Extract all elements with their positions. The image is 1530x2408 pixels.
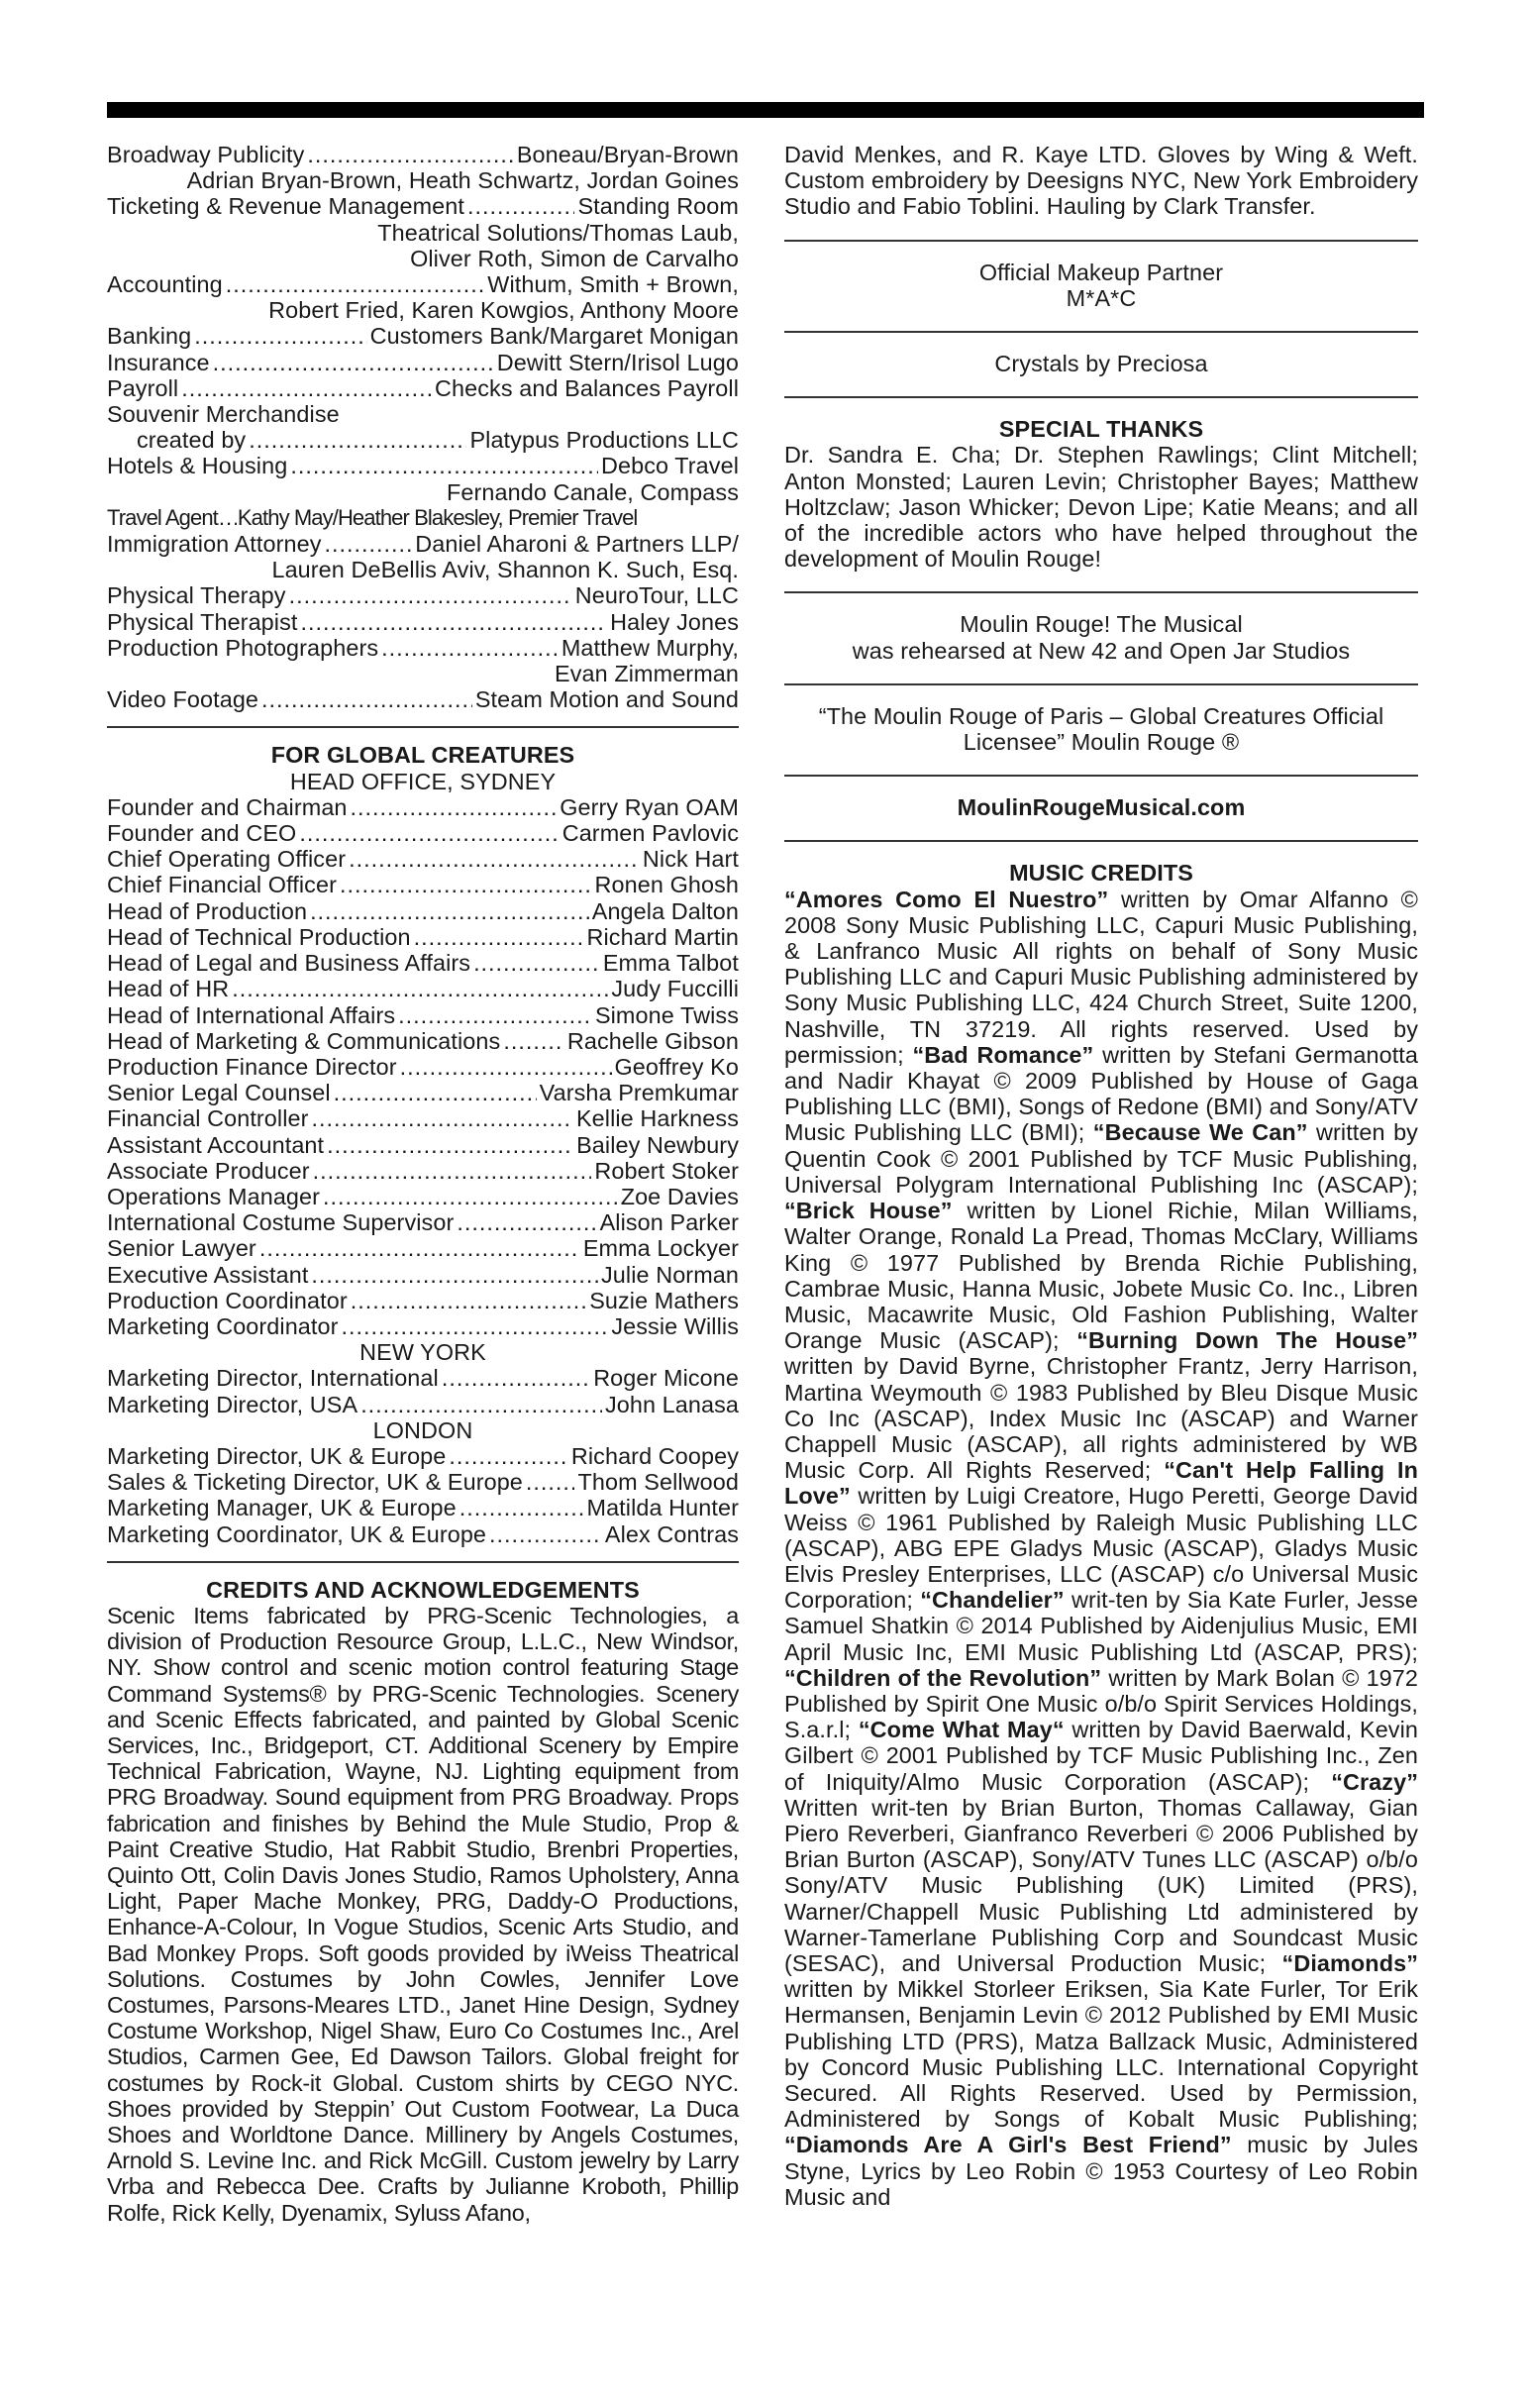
staff-name: Boneau/Bryan-Brown <box>516 142 739 167</box>
left-column <box>107 142 739 2226</box>
song-title: “Burning Down The House” <box>1076 1327 1418 1354</box>
staff-name: Kellie Harkness <box>575 1105 739 1132</box>
staff-row <box>107 1469 739 1495</box>
staff-role: Head of International Affairs <box>107 1001 396 1028</box>
staff-row <box>107 924 739 950</box>
staff-role: Immigration Attorney <box>107 531 322 558</box>
staff-row <box>107 401 739 427</box>
divider <box>784 840 1418 842</box>
staff-name: Judy Fuccilli <box>611 976 739 1002</box>
staff-role: Head of Production <box>107 897 308 924</box>
staff-name: Thom Sellwood <box>577 1469 739 1496</box>
staff-name: Jessie Willis <box>611 1312 739 1339</box>
song-credit-text: written by David Byrne, Christopher Frantz, Jerry Harrison, Martina Weymouth © 1983 Published by Bleu Disque Music Co Inc (ASCAP), Index Music Inc (ASCAP) and Warner Chappell Music (ASCAP), all rights administered by WB Music Corp. All Rights Reserved; <box>784 1353 1418 1484</box>
staff-row <box>107 1521 739 1547</box>
staff-name: Geoffrey Ko <box>614 1053 739 1080</box>
staff-role: Payroll <box>107 374 179 401</box>
staff-role: Travel Agent <box>107 504 218 530</box>
staff-row <box>107 976 739 1001</box>
staff-row <box>107 531 739 557</box>
staff-role: Head of Technical Production <box>107 923 411 950</box>
divider <box>784 591 1418 593</box>
staff-row <box>107 142 739 167</box>
leader-dots <box>334 1080 537 1105</box>
makeup-partner-name: M*A*C <box>1066 284 1137 311</box>
leader-dots <box>351 1288 586 1313</box>
staff-role: Hotels & Housing <box>107 453 288 479</box>
leader-dots <box>261 686 472 712</box>
staff-role: Physical Therapy <box>107 582 286 609</box>
staff-name: Gerry Ryan OAM <box>560 793 739 820</box>
leader-dots <box>249 427 466 453</box>
top-rule <box>107 102 1424 118</box>
leader-dots <box>226 271 485 297</box>
credits-body: Scenic Items fabricated by PRG-Scenic Technologies, a division of Production Resource Group, L.L.C., New Windsor, NY. Show control and scenic motion control featuring Stage Command Systems® by PRG-Scenic Technologies. Scenery and Scenic Effects fabricated, and painted by Global Scenic Services, Inc., Bridgeport, CT. Additional Scenery by Empire Technical Fabrication, Wayne, NJ. Lighting equipment from PRG Broadway. Sound equipment from PRG Broadway. Props fabrication and finishes by Behind the Mule Studio, Prop & Paint Creative Studio, Hat Rabbit Studio, Brenbri Properties, Quinto Ott, Colin Davis Jones Studio, Ramos Upholstery, Anna Light, Paper Mache Monkey, PRG, Daddy-O Productions, Enhance-A-Colour, In Vogue Studios, Scenic Arts Studio, and Bad Monkey Props. Soft goods provided by iWeiss Theatrical Solutions. Costumes by John Cowles, Jennifer Love Costumes, Parsons-Meares LTD., Janet Hine Design, Sydney Costume Workshop, Nigel Shaw, Euro Co Costumes Inc., Arel Studios, Carmen Gee, Ed Dawson Tailors. Global freight for costumes by Rock-it Global. Custom shirts by CEGO NYC. Shoes provided by Steppin’ Out Custom Footwear, La Duca Shoes and Worldtone Dance. Millinery by Angels Costumes, Arnold S. Levine Inc. and Rick McGill. Custom jewelry by Larry Vrba and Rebecca Dee. Crafts by Julianne Kroboth, Phillip Rolfe, Rick Kelly, Dyenamix, Syluss Afano, <box>107 1602 739 2226</box>
leader-dots <box>351 794 558 820</box>
staff-name: Checks and Balances Payroll <box>435 374 739 401</box>
staff-role: Production Coordinator <box>107 1287 348 1313</box>
staff-name: Daniel Aharoni & Partners LLP/ <box>415 531 739 558</box>
leader-dots <box>259 1235 580 1261</box>
staff-name: Ronen Ghosh <box>594 872 739 898</box>
staff-row <box>107 323 739 349</box>
leader-dots <box>489 1521 602 1547</box>
special-thanks-heading: SPECIAL THANKS <box>998 416 1204 443</box>
leader-dots <box>232 976 608 1001</box>
staff-role: Senior Lawyer <box>107 1235 256 1262</box>
staff-row <box>107 453 739 478</box>
leader-dots <box>310 898 589 924</box>
staff-name: Standing Room <box>577 193 739 220</box>
staff-name: Customers Bank/Margaret Monigan <box>369 323 739 350</box>
staff-name: Carmen Pavlovic <box>561 820 739 847</box>
staff-role: Senior Legal Counsel <box>107 1080 331 1106</box>
staff-role: Marketing Director, UK & Europe <box>107 1442 447 1469</box>
leader-dots <box>449 1443 567 1469</box>
staff-name: Julie Norman <box>601 1261 739 1288</box>
song-credit-text: Written writ-ten by Brian Burton, Thomas Callaway, Gian Piero Reverberi, Gianfranco Reverberi © 2006 Published by Brian Burton (ASCAP), Sony/ATV Tunes LLC (ASCAP) o/b/o Sony/ATV Music Publishing (UK) Limited (PRS), Warner/Chappell Music Publishing Ltd administered by Warner-Tamerlane Publishing Corp and Soundcast Music (SESAC), and Universal Production Music; <box>784 1794 1418 1976</box>
staff-name: Withum, Smith + Brown, <box>487 271 739 298</box>
staff-continuation: Robert Fried, Karen Kowgios, Anthony Moore <box>268 297 739 324</box>
leader-dots <box>289 582 572 608</box>
staff-role: Marketing Coordinator <box>107 1312 339 1339</box>
song-title: “Diamonds Are A Girl's Best Friend” <box>784 2132 1232 2158</box>
staff-role: Sales & Ticketing Director, UK & Europe <box>107 1469 523 1496</box>
staff-role: Physical Therapist <box>107 608 298 635</box>
staff-name: Matthew Murphy, <box>561 634 739 661</box>
staff-name: Emma Talbot <box>602 950 739 977</box>
song-title: Amores Como El Nuestro” <box>795 886 1109 912</box>
song-title: “Because We Can” <box>1092 1119 1308 1146</box>
leader-dots <box>194 323 366 349</box>
staff-row <box>107 950 739 976</box>
staff-name: Kathy May/Heather Blakesley, Premier Travel <box>237 504 638 530</box>
credits-continued: David Menkes, and R. Kaye LTD. Gloves by Wing & Weft. Custom embroidery by Deesigns NYC, New York Embroidery Studio and Fabio Toblini. Hauling by Clark Transfer. <box>784 142 1418 220</box>
divider <box>784 240 1418 242</box>
new-york-subheading: NEW YORK <box>359 1339 486 1366</box>
staff-row <box>107 872 739 897</box>
staff-row <box>107 1002 739 1028</box>
staff-role: Head of Marketing & Communications <box>107 1027 501 1054</box>
staff-name: Robert Stoker <box>594 1157 739 1184</box>
licensee-line-2: Licensee” Moulin Rouge ® <box>963 729 1240 756</box>
leader-dots <box>313 1158 592 1184</box>
staff-role: Souvenir Merchandise <box>107 401 340 428</box>
quote-mark: “ <box>784 886 796 912</box>
show-title: Moulin Rouge! <box>950 546 1102 573</box>
staff-role: Executive Assistant <box>107 1261 309 1288</box>
song-title: “Crazy” <box>1331 1768 1418 1795</box>
staff-role: Marketing Director, USA <box>107 1391 358 1417</box>
staff-row <box>107 1158 739 1184</box>
credits-heading: CREDITS AND ACKNOWLEDGEMENTS <box>206 1576 640 1603</box>
staff-row <box>107 846 739 872</box>
london-subheading: LONDON <box>372 1416 473 1443</box>
song-credit-text: written by Stefani Germanotta and Nadir Khayat © 2009 Published by House of Gaga Publishing LLC (BMI), Songs of Redone (BMI) and Sony/ATV Music Publishing LLC (BMI); <box>784 1041 1419 1146</box>
head-office-subheading: HEAD OFFICE, SYDNEY <box>289 768 557 794</box>
staff-row <box>107 1080 739 1105</box>
leader-dots <box>400 1054 612 1080</box>
staff-role: Ticketing & Revenue Management <box>107 193 464 220</box>
staff-name: Matilda Hunter <box>586 1495 739 1521</box>
song-title: “Brick House” <box>784 1198 953 1224</box>
staff-continuation: Evan Zimmerman <box>555 661 739 687</box>
staff-continuation: Adrian Bryan-Brown, Heath Schwartz, Jordan Goines <box>186 167 739 194</box>
leader-dots <box>311 1262 598 1288</box>
leader-dots <box>414 924 584 950</box>
staff-row <box>107 1365 739 1391</box>
staff-name: Rachelle Gibson <box>566 1027 739 1054</box>
staff-name: Dewitt Stern/Irisol Lugo <box>496 349 739 375</box>
staff-row <box>107 1235 739 1261</box>
leader-dots <box>503 1028 564 1054</box>
staff-row <box>107 898 739 924</box>
staff-continuation: Lauren DeBellis Aviv, Shannon K. Such, Esq. <box>271 557 739 583</box>
song-credit-text: written by Mark Bolan © 1972 Published by Spirit One Music o/b/o Spirit Services Holdings, S.a.r.l; <box>784 1664 1418 1743</box>
leader-dots <box>349 846 640 872</box>
leader-dots <box>457 1209 596 1235</box>
staff-row <box>107 582 739 608</box>
staff-role: Production Finance Director <box>107 1053 397 1080</box>
london-staff-list <box>107 1443 739 1547</box>
song-credit-text: music by Jules Styne, Lyrics by Leo Robin © 1953 Courtesy of Leo Robin Music and <box>784 2132 1418 2210</box>
staff-name: Bailey Newbury <box>576 1131 739 1158</box>
divider <box>107 726 739 728</box>
rehearsal-note: was rehearsed at New 42 and Open Jar Studios <box>852 637 1351 664</box>
staff-continuation: Oliver Roth, Simon de Carvalho <box>410 245 739 271</box>
staff-row <box>107 609 739 635</box>
leader-dots <box>342 1313 609 1339</box>
staff-role: created by <box>137 427 247 454</box>
leader-dots <box>181 375 432 401</box>
leader-dots <box>307 142 513 167</box>
staff-name: Suzie Mathers <box>589 1287 739 1313</box>
song-credit-text: writ-ten by Sia Kate Furler, Jesse Samuel Shatkin © 2014 Published by Aidenjulius Music, EMI April Music Inc, EMI Music Publishing Ltd (ASCAP, PRS); <box>784 1587 1418 1665</box>
staff-row <box>107 1313 739 1339</box>
song-credit-text: written by David Baerwald, Kevin Gilbert © 2001 Published by TCF Music Publishing Inc., Zen of Iniquity/Almo Music Corporation (ASCAP); <box>784 1717 1419 1795</box>
special-thanks-body: Dr. Sandra E. Cha; Dr. Stephen Rawlings; Clint Mitchell; Anton Monsted; Lauren Levin; Christopher Bayes; Matthew Holtzclaw; Jason Whicker; Devon Lipe; Katie Means; and all of the incredible actors who have helped throughout the development of Moulin Rouge! <box>784 442 1418 573</box>
divider <box>784 775 1418 777</box>
staff-name: Emma Lockyer <box>582 1235 739 1262</box>
leader-dots <box>312 1105 573 1131</box>
song-title: “Can't Help Falling In Love” <box>784 1457 1418 1510</box>
staff-role: Chief Operating Officer <box>107 846 347 873</box>
leader-dots <box>442 1365 590 1391</box>
staff-continuation: Theatrical Solutions/Thomas Laub, <box>377 219 739 246</box>
staff-role: Operations Manager <box>107 1183 321 1209</box>
staff-row <box>107 820 739 846</box>
licensee-line-1: “The Moulin Rouge of Paris – Global Creatures Official <box>818 702 1384 729</box>
leader-dots <box>360 1392 602 1417</box>
staff-name: Richard Martin <box>586 923 739 950</box>
staff-role: Financial Controller <box>107 1105 309 1132</box>
staff-row <box>107 794 739 820</box>
staff-name: Angela Dalton <box>591 897 739 924</box>
staff-name: Platypus Productions LLC <box>469 427 739 454</box>
staff-row <box>107 1054 739 1080</box>
staff-name: Alison Parker <box>599 1209 739 1236</box>
staff-name: Richard Coopey <box>570 1442 739 1469</box>
song-credit-text: written by Lionel Richie, Milan Williams, Walter Orange, Ronald La Pread, Thomas McClary, Williams King © 1977 Published by Brenda Richie Publishing, Cambrae Music, Hanna Music, Jobete Music Co. Inc., Libren Music, Macawrite Music, Old Fashion Publishing, Walter Orange Music (ASCAP); <box>784 1198 1419 1354</box>
crystals-credit: Crystals by Preciosa <box>994 351 1208 377</box>
staff-name: NeuroTour, LLC <box>574 582 739 609</box>
song-credit-text: written by Omar Alfanno © 2008 Sony Music Publishing LLC, Capuri Music Publishing, & Lanfranco Music All rights on behalf of Sony Music Publishing LLC and Capuri Music Publishing administered by Sony Music Publishing LLC, 424 Church Street, Suite 1200, Nashville, TN 37219. All rights reserved. Used by permission; <box>784 886 1418 1068</box>
staff-role: Assistant Accountant <box>107 1131 325 1158</box>
staff-row <box>107 505 739 531</box>
staff-row <box>107 1028 739 1054</box>
staff-name: Simone Twiss <box>594 1001 739 1028</box>
staff-row <box>107 271 739 297</box>
staff-row <box>107 686 739 712</box>
staff-row <box>107 1443 739 1469</box>
makeup-partner-label: Official Makeup Partner <box>978 259 1224 285</box>
staff-row <box>107 427 739 453</box>
song-title: “Diamonds” <box>1281 1949 1418 1976</box>
staff-role: Founder and CEO <box>107 820 297 847</box>
staff-row <box>107 1392 739 1417</box>
divider <box>784 331 1418 333</box>
staff-row <box>107 1132 739 1158</box>
right-column <box>784 142 1418 2210</box>
song-title: “Children of the Revolution” <box>784 1664 1102 1691</box>
staff-row <box>107 1262 739 1288</box>
rehearsal-show-title: Moulin Rouge! The Musical <box>960 611 1243 638</box>
staff-row <box>107 1184 739 1209</box>
leader-dots <box>213 350 494 375</box>
song-title: “Come What May“ <box>858 1717 1065 1743</box>
staff-role: Head of Legal and Business Affairs <box>107 950 471 977</box>
staff-role: Insurance <box>107 349 210 375</box>
staff-list <box>107 142 739 712</box>
song-title: “Chandelier” <box>920 1587 1065 1614</box>
new-york-staff-list <box>107 1365 739 1416</box>
staff-role: Chief Financial Officer <box>107 872 337 898</box>
staff-role: Associate Producer <box>107 1157 310 1184</box>
sydney-staff-list <box>107 794 739 1339</box>
song-credit-text: written by Luigi Creatore, Hugo Peretti, George David Weiss © 1961 Published by Raleigh Music Publishing LLC (ASCAP), ABG EPE Gladys Music (ASCAP), Gladys Music Elvis Presley Enterprises, LLC (ASCAP) c/o Universal Music Corporation; <box>784 1483 1418 1614</box>
staff-role: Marketing Manager, UK & Europe <box>107 1495 457 1521</box>
staff-name: Haley Jones <box>610 608 739 635</box>
staff-role: Banking <box>107 323 192 350</box>
music-credits-body <box>784 887 1418 2210</box>
staff-row <box>107 1105 739 1131</box>
leader-dots <box>219 505 237 531</box>
staff-row <box>107 1288 739 1313</box>
music-credits-heading: MUSIC CREDITS <box>1009 860 1193 887</box>
leader-dots <box>290 453 598 478</box>
staff-name: John Lanasa <box>604 1391 739 1417</box>
staff-role: Founder and Chairman <box>107 793 348 820</box>
leader-dots <box>467 193 574 219</box>
song-title: “Bad Romance” <box>912 1041 1094 1068</box>
song-credit-text: written by Mikkel Storleer Eriksen, Sia Kate Furler, Tor Erik Hermansen, Benjamin Levin © 2012 Published by EMI Music Publishing LTD (PRS), Matza Ballzack Music, Administered by Concord Music Publishing LLC. International Copyright Secured. All Rights Reserved. Used by Permission, Administered by Songs of Kobalt Music Publishing; <box>784 1976 1418 2133</box>
staff-role: International Costume Supervisor <box>107 1209 455 1236</box>
staff-name: Roger Micone <box>593 1365 739 1392</box>
leader-dots <box>327 1132 573 1158</box>
song-credit-text: written by Quentin Cook © 2001 Published by TCF Music Publishing, Universal Polygram International Publishing Inc (ASCAP); <box>784 1119 1418 1198</box>
leader-dots <box>398 1002 592 1028</box>
staff-name: Steam Motion and Sound <box>474 686 739 713</box>
staff-name: Alex Contras <box>604 1520 739 1547</box>
staff-row <box>107 350 739 375</box>
staff-role: Marketing Director, International <box>107 1365 439 1392</box>
leader-dots <box>526 1469 575 1495</box>
divider <box>107 1561 739 1563</box>
global-creatures-heading: FOR GLOBAL CREATURES <box>270 742 575 769</box>
website-link[interactable]: MoulinRougeMusical.com <box>957 794 1246 821</box>
staff-continuation: Fernando Canale, Compass <box>447 478 739 505</box>
leader-dots <box>300 609 607 635</box>
staff-role: Marketing Coordinator, UK & Europe <box>107 1520 487 1547</box>
leader-dots <box>323 1184 618 1209</box>
staff-row <box>107 375 739 401</box>
staff-role: Production Photographers <box>107 634 379 661</box>
leader-dots <box>299 820 559 846</box>
staff-row <box>107 1209 739 1235</box>
divider <box>784 683 1418 685</box>
staff-row <box>107 635 739 661</box>
staff-role: Head of HR <box>107 976 230 1002</box>
staff-name: Nick Hart <box>642 846 739 873</box>
leader-dots <box>340 872 592 897</box>
leader-dots <box>381 635 559 661</box>
staff-role: Accounting <box>107 271 223 298</box>
staff-name: Varsha Premkumar <box>539 1080 739 1106</box>
divider <box>784 396 1418 398</box>
staff-role: Video Footage <box>107 686 259 713</box>
staff-role: Broadway Publicity <box>107 142 305 167</box>
staff-row <box>107 1495 739 1520</box>
leader-dots <box>325 531 413 557</box>
staff-name: Debco Travel <box>600 453 739 479</box>
staff-row <box>107 193 739 219</box>
staff-name: Zoe Davies <box>620 1183 739 1209</box>
leader-dots <box>473 950 600 976</box>
leader-dots <box>459 1495 584 1520</box>
